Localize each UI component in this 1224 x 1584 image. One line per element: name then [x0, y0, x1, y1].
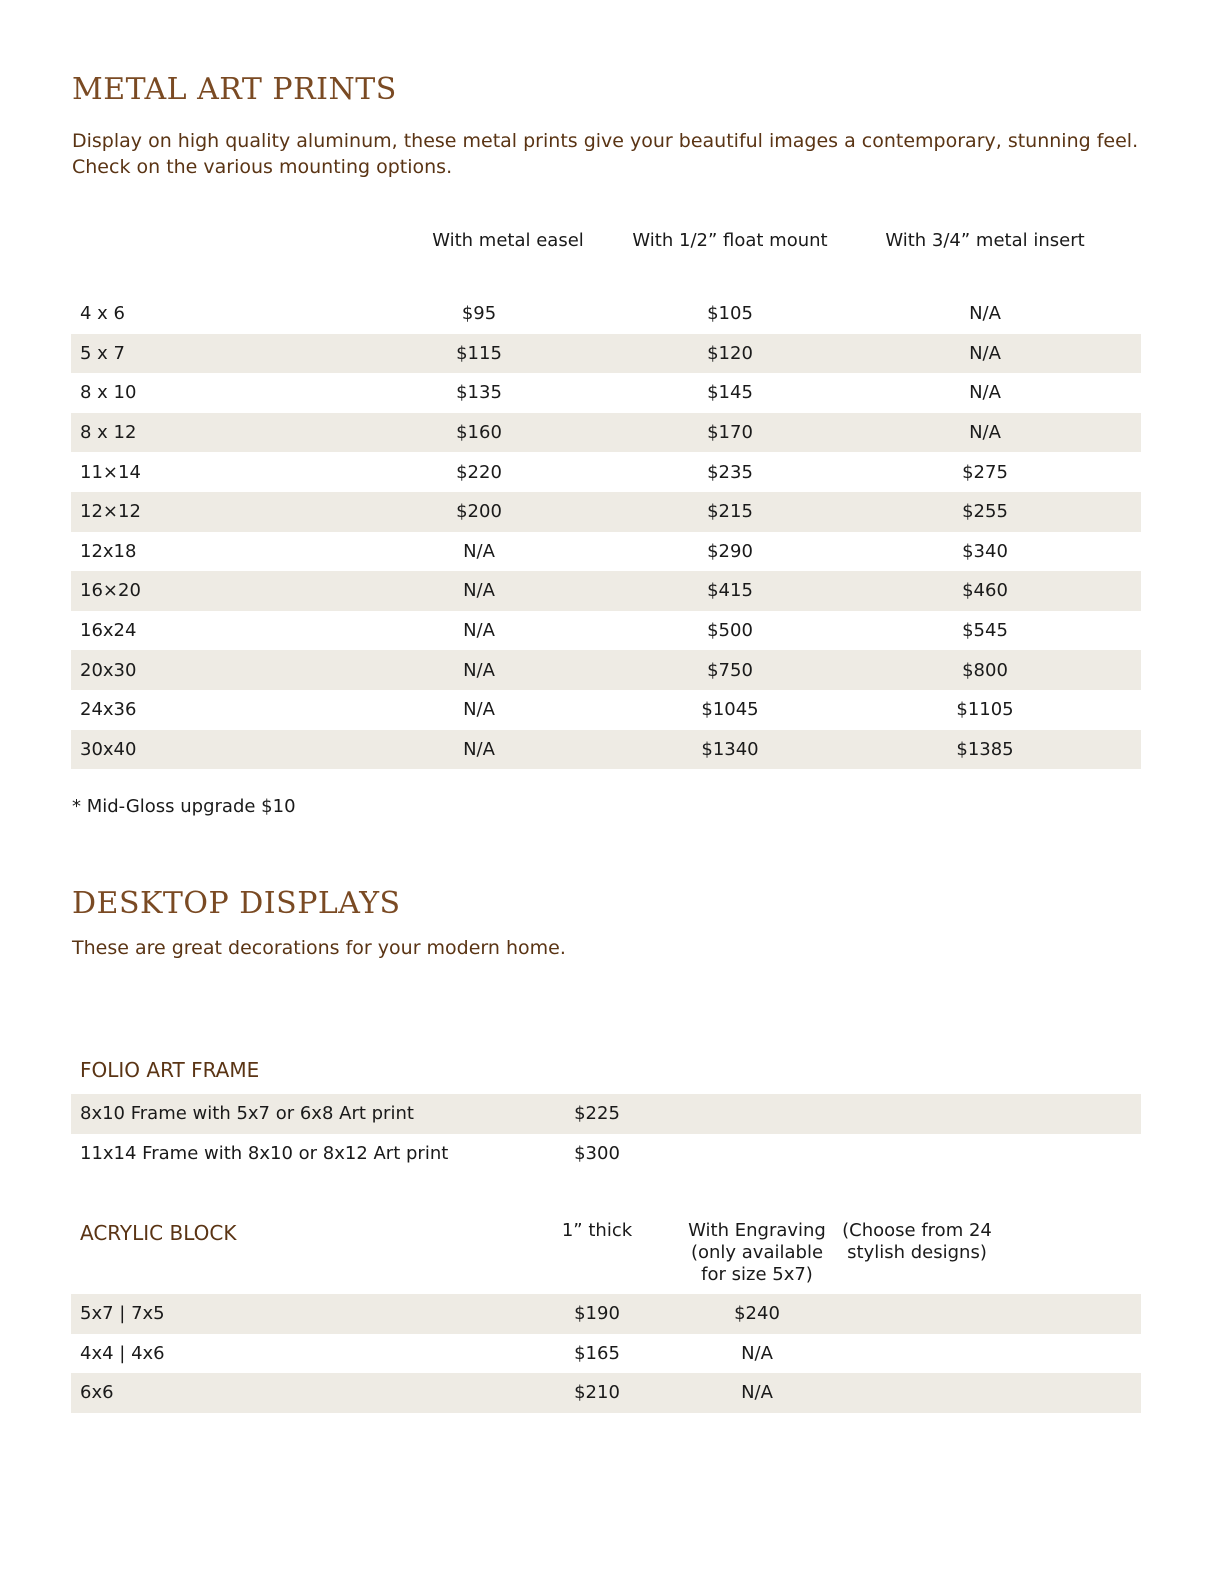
- desktop-displays-description: These are great decorations for your modern home.: [72, 937, 566, 959]
- size-cell: 16x24: [80, 620, 137, 642]
- acrylic-size: 6x6: [80, 1382, 114, 1404]
- easel-price: N/A: [463, 699, 495, 721]
- mid-gloss-footnote: * Mid-Gloss upgrade $10: [72, 796, 296, 817]
- insert-price: N/A: [969, 422, 1001, 444]
- folio-label: 8x10 Frame with 5x7 or 6x8 Art print: [80, 1103, 414, 1125]
- table-row: [71, 571, 1141, 611]
- float-price: $145: [707, 382, 753, 404]
- table-row: [71, 1094, 1141, 1134]
- insert-price: $340: [962, 540, 1008, 562]
- insert-price: $545: [962, 620, 1008, 642]
- thick-price: $165: [574, 1342, 620, 1364]
- size-cell: 12×12: [80, 501, 141, 523]
- float-price: $290: [707, 540, 753, 562]
- float-price: $215: [707, 501, 753, 523]
- table-row: [71, 650, 1141, 690]
- col-header-designs: [842, 1220, 992, 1264]
- size-cell: 30x40: [80, 738, 137, 760]
- insert-price: N/A: [969, 342, 1001, 364]
- size-cell: 16×20: [80, 580, 141, 602]
- insert-price: N/A: [969, 303, 1001, 325]
- desktop-displays-title: DESKTOP DISPLAYS: [72, 886, 401, 921]
- folio-art-frame-heading: FOLIO ART FRAME: [80, 1058, 260, 1082]
- acrylic-size: 4x4 | 4x6: [80, 1342, 165, 1364]
- insert-price: $1105: [956, 699, 1014, 721]
- acrylic-size: 5x7 | 7x5: [80, 1303, 165, 1325]
- col-header-float: With 1/2” float mount: [632, 230, 828, 251]
- insert-price: $275: [962, 461, 1008, 483]
- designs-header-line: stylish designs): [847, 1242, 987, 1263]
- float-price: $170: [707, 422, 753, 444]
- table-row: [71, 690, 1141, 730]
- thick-price: $190: [574, 1303, 620, 1325]
- engraving-header-line: (only available: [690, 1242, 824, 1263]
- float-price: $120: [707, 342, 753, 364]
- float-price: $415: [707, 580, 753, 602]
- folio-price: $225: [574, 1103, 620, 1125]
- easel-price: N/A: [463, 540, 495, 562]
- insert-price: $800: [962, 659, 1008, 681]
- float-price: $105: [707, 303, 753, 325]
- float-price: $750: [707, 659, 753, 681]
- col-header-easel: With metal easel: [432, 230, 584, 251]
- size-cell: 12x18: [80, 540, 137, 562]
- table-row: [71, 730, 1141, 770]
- engraving-header-line: With Engraving: [688, 1220, 826, 1241]
- size-cell: 11×14: [80, 461, 141, 483]
- engraving-header-line: for size 5x7): [701, 1264, 813, 1285]
- easel-price: $95: [461, 303, 497, 325]
- engraving-price: N/A: [741, 1342, 773, 1364]
- easel-price: N/A: [463, 620, 495, 642]
- easel-price: $115: [456, 342, 502, 364]
- engraving-price: N/A: [741, 1382, 773, 1404]
- acrylic-table: [71, 1294, 1141, 1413]
- folio-label: 11x14 Frame with 8x10 or 8x12 Art print: [80, 1142, 449, 1164]
- metal-prints-description: Display on high quality aluminum, these metal prints give your beautiful images a contemporary, stunning feel. Check on the various mounting options.: [72, 130, 1139, 178]
- folio-table: [71, 1094, 1141, 1173]
- table-row: [71, 1373, 1141, 1413]
- insert-price: $1385: [956, 738, 1014, 760]
- float-price: $500: [707, 620, 753, 642]
- insert-price: N/A: [969, 382, 1001, 404]
- size-cell: 8 x 12: [80, 422, 137, 444]
- easel-price: $160: [456, 422, 502, 444]
- engraving-price: $240: [734, 1303, 780, 1325]
- metal-prices-table: [71, 294, 1141, 769]
- table-row: [71, 611, 1141, 651]
- easel-price: $135: [456, 382, 502, 404]
- col-header-thick: 1” thick: [561, 1220, 633, 1241]
- size-cell: 4 x 6: [80, 303, 125, 325]
- easel-price: N/A: [463, 738, 495, 760]
- size-cell: 5 x 7: [80, 342, 125, 364]
- thick-price: $210: [574, 1382, 620, 1404]
- size-cell: 20x30: [80, 659, 137, 681]
- size-cell: 8 x 10: [80, 382, 137, 404]
- float-price: $1340: [701, 738, 759, 760]
- metal-prints-title: METAL ART PRINTS: [72, 72, 397, 107]
- designs-header-line: (Choose from 24: [842, 1220, 992, 1241]
- float-price: $1045: [701, 699, 759, 721]
- acrylic-block-heading: ACRYLIC BLOCK: [80, 1221, 237, 1245]
- easel-price: N/A: [463, 659, 495, 681]
- folio-price: $300: [574, 1142, 620, 1164]
- table-row: [71, 452, 1141, 492]
- table-row: [71, 413, 1141, 453]
- table-row: [71, 294, 1141, 334]
- col-header-insert: With 3/4” metal insert: [885, 230, 1085, 251]
- insert-price: $255: [962, 501, 1008, 523]
- easel-price: $220: [456, 461, 502, 483]
- easel-price: N/A: [463, 580, 495, 602]
- col-header-engraving: [688, 1220, 826, 1286]
- table-row: [71, 334, 1141, 374]
- table-row: [71, 532, 1141, 572]
- table-row: [71, 1334, 1141, 1374]
- insert-price: $460: [962, 580, 1008, 602]
- easel-price: $200: [456, 501, 502, 523]
- table-row: [71, 1134, 1141, 1174]
- size-cell: 24x36: [80, 699, 137, 721]
- table-row: [71, 492, 1141, 532]
- float-price: $235: [707, 461, 753, 483]
- table-row: [71, 373, 1141, 413]
- table-row: [71, 1294, 1141, 1334]
